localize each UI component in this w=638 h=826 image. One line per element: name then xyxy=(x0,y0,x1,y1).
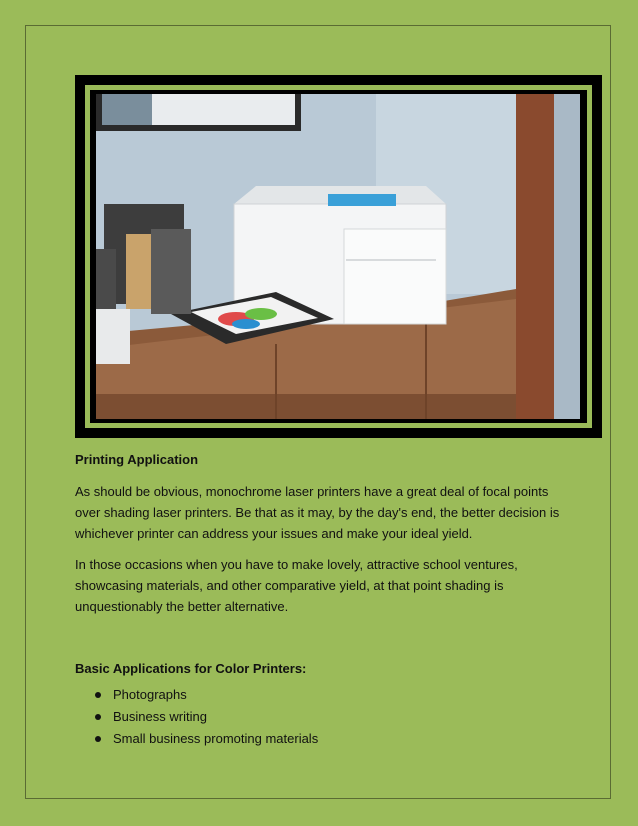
bullet-icon xyxy=(95,692,101,698)
printer-photo xyxy=(96,94,580,419)
bullet-icon xyxy=(95,714,101,720)
list-item xyxy=(95,728,570,750)
content xyxy=(75,449,570,750)
list-item xyxy=(95,684,570,706)
bullet-icon xyxy=(95,736,101,742)
section-heading-printing-application: Printing Application xyxy=(75,452,199,467)
list-item-label: Business writing xyxy=(113,709,207,724)
list-item-label: Small business promoting materials xyxy=(113,731,319,746)
applications-list xyxy=(75,684,570,750)
photo-frame xyxy=(75,75,602,438)
section-heading-basic-applications: Basic Applications for Color Printers: xyxy=(75,661,307,676)
paragraph: In those occasions when you have to make lovely, attractive school ventures, showcasing materials, and other comparative yield, at that point shading is unquestionably the better alternative. xyxy=(75,557,518,614)
paragraph: As should be obvious, monochrome laser printers have a great deal of focal points over shading laser printers. Be that as it may, by the day's end, the better decision is whichever printer can address your issues and make your ideal yield. xyxy=(75,484,560,541)
list-item-label: Photographs xyxy=(113,687,187,702)
list-item xyxy=(95,706,570,728)
